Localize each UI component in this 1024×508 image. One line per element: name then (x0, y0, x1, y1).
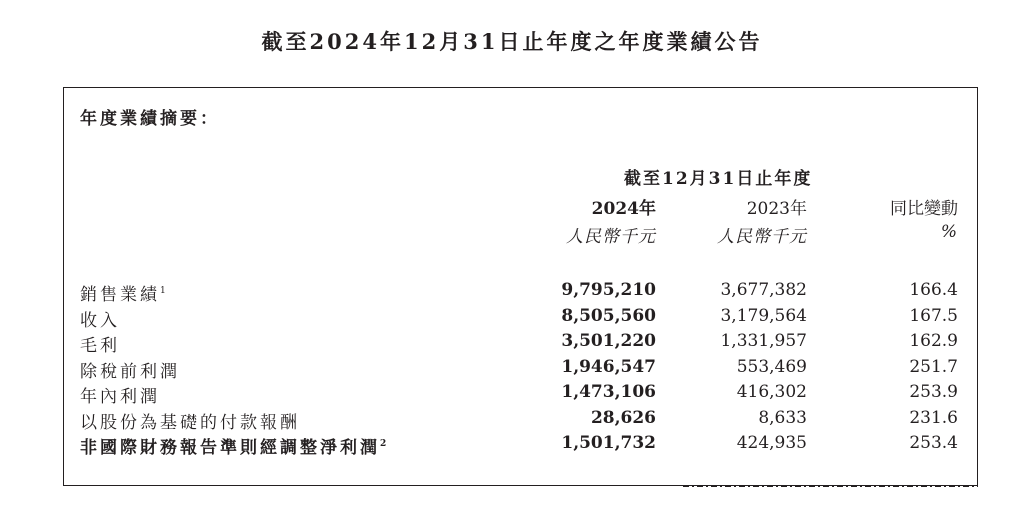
value-2023: 1,331,957 (720, 331, 807, 351)
value-2023: 424,935 (736, 433, 807, 453)
row-label: 除稅前利潤 (80, 361, 180, 382)
value-2024: 28,626 (590, 407, 656, 428)
summary-heading: 年度業績摘要： (80, 109, 220, 129)
value-2024: 1,946,547 (561, 356, 656, 377)
cropped-text-fragment (683, 484, 978, 488)
table-row (64, 433, 977, 459)
value-change: 251.7 (909, 356, 958, 377)
value-2024: 9,795,210 (561, 280, 656, 300)
value-change: 166.4 (909, 280, 958, 300)
row-label: 以股份為基礎的付款報酬 (80, 412, 300, 433)
results-summary-box (63, 87, 978, 486)
value-2024: 8,505,560 (561, 305, 656, 326)
value-2024: 3,501,220 (561, 331, 656, 351)
column-header-change: 同比變動 (890, 199, 958, 219)
column-header-2024: 2024年 (591, 199, 656, 219)
results-table-body (64, 280, 977, 459)
row-label: 收入 (80, 310, 120, 331)
unit-label-2024: 人民幣千元 (566, 227, 656, 247)
value-2023: 3,179,564 (720, 305, 807, 326)
row-label: 年內利潤 (80, 387, 160, 407)
table-row (64, 306, 977, 332)
value-2023: 553,469 (736, 356, 807, 377)
table-row (64, 280, 977, 306)
value-2023: 3,677,382 (720, 280, 807, 300)
row-label: 毛利 (80, 336, 120, 356)
announcement-title: 截至2024年12月31日止年度之年度業績公告 (261, 29, 763, 54)
unit-label-2023: 人民幣千元 (717, 227, 807, 247)
value-change: 162.9 (909, 331, 958, 351)
value-change: 231.6 (909, 407, 958, 428)
value-change: 253.9 (909, 382, 958, 402)
table-row (64, 408, 977, 434)
value-2024: 1,473,106 (561, 382, 656, 402)
period-header: 截至12月31日止年度 (624, 169, 813, 189)
value-2024: 1,501,732 (561, 433, 656, 453)
footnote-marker: 1 (160, 286, 166, 296)
footnote-marker: 2 (380, 439, 387, 449)
value-2023: 8,633 (758, 407, 807, 428)
table-row (64, 331, 977, 357)
value-change: 253.4 (909, 433, 958, 453)
table-row (64, 382, 977, 408)
table-row (64, 357, 977, 383)
row-label: 銷售業績$^1$ (80, 285, 166, 305)
column-header-2023: 2023年 (746, 199, 807, 219)
value-change: 167.5 (909, 305, 958, 326)
row-label: 非國際財務報告準則經調整淨利潤$^2$ (80, 438, 387, 458)
value-2023: 416,302 (736, 382, 807, 402)
unit-label-change: % (940, 222, 958, 242)
